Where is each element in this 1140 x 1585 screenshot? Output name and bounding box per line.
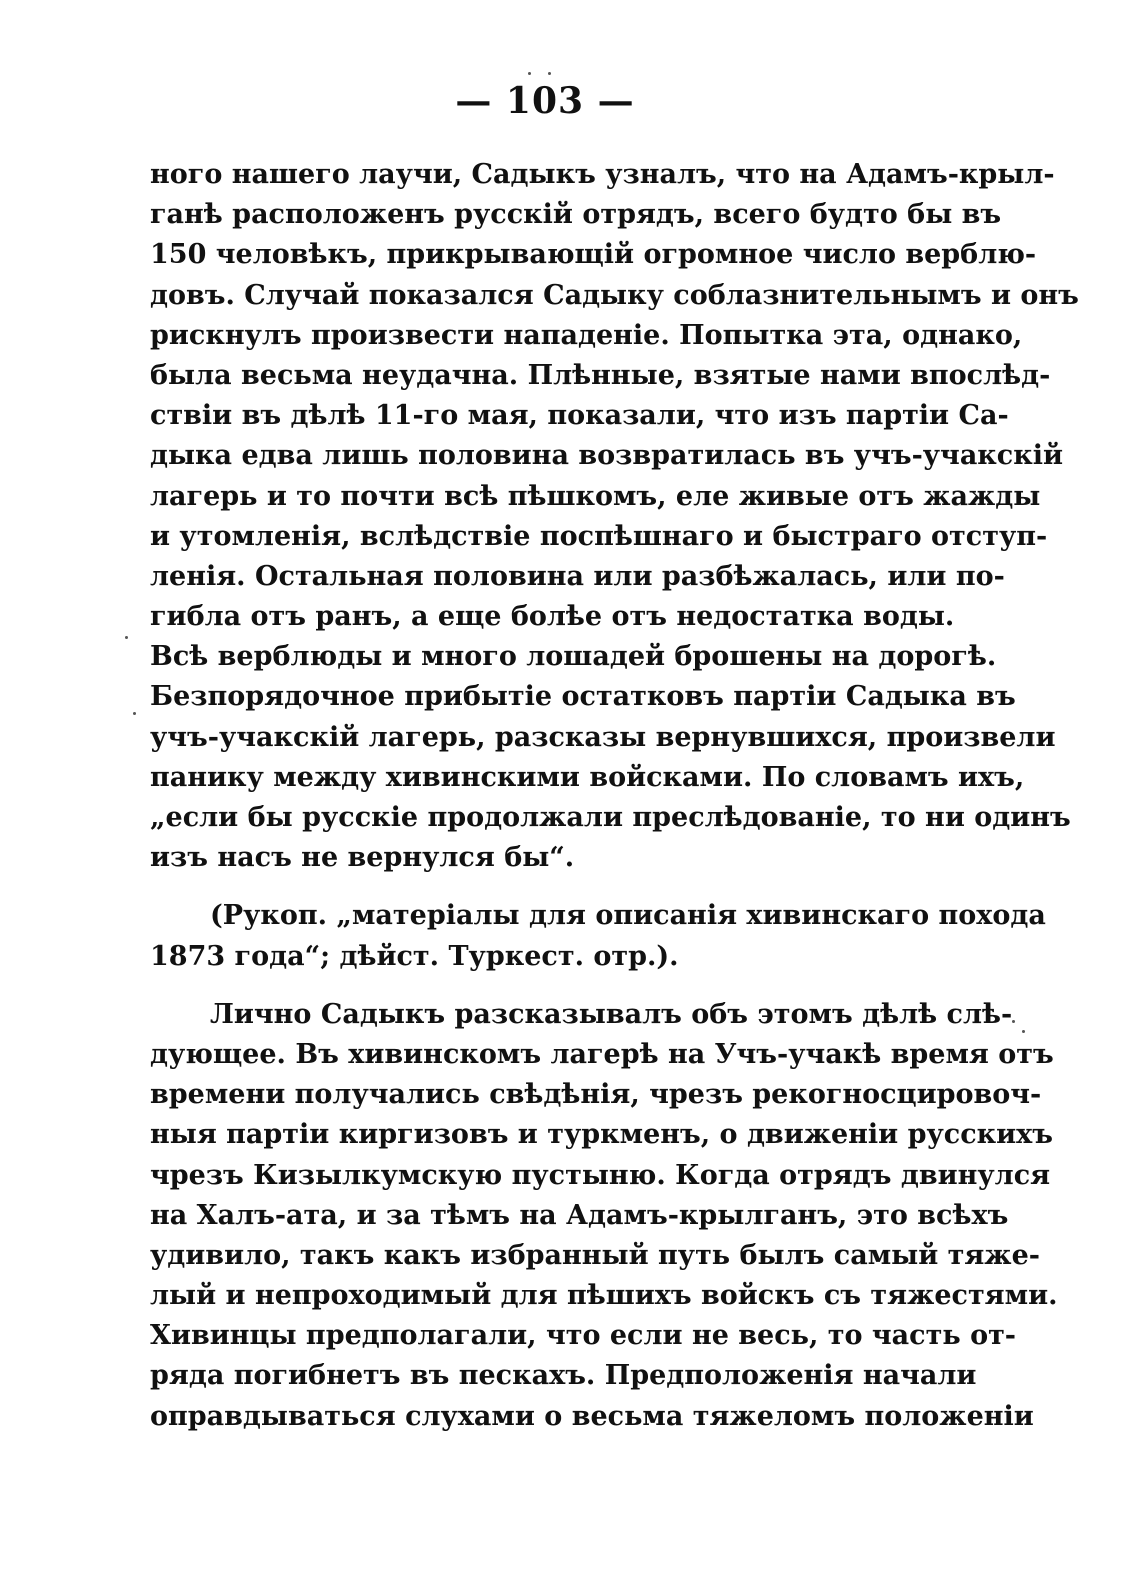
text-line: Безпорядочное прибытіе остатковъ партіи Садыка въ — [150, 681, 1016, 713]
text-line: „если бы русскіе продолжали преслѣдованіе, то ни одинъ — [150, 802, 1071, 833]
text-line: дующее. Въ хивинскомъ лагерѣ на Учъ-учакѣ время отъ — [150, 1038, 1054, 1070]
text-line: изъ насъ не вернулся бы“. — [150, 842, 575, 874]
paragraph-3 — [150, 995, 1058, 1437]
text-line: 150 человѣкъ, прикрывающій огромное число верблю- — [150, 239, 1037, 271]
text-line: (Рукоп. „матеріалы для описанія хивинскаго похода — [210, 900, 1046, 932]
text-line: гибла отъ ранъ, а еще болѣе отъ недостатка воды. — [150, 601, 955, 633]
scan-speck — [125, 636, 128, 639]
text-line: чрезъ Кизылкумскую пустыню. Когда отрядъ двинулся — [150, 1159, 1051, 1191]
text-line: удивило, такъ какъ избранный путь былъ самый тяже- — [150, 1239, 1040, 1271]
text-line: рискнулъ произвести нападеніе. Попытка эта, однако, — [150, 319, 1023, 351]
text-line: учъ-учакскій лагерь, разсказы вернувшихся, произвели — [150, 721, 1056, 753]
text-line: 1873 года“; дѣйст. Туркест. отр.). — [150, 940, 679, 972]
paragraph-gap — [150, 977, 935, 995]
paragraph-gap — [150, 878, 935, 896]
text-line: на Халъ-ата, и за тѣмъ на Адамъ-крылганъ, это всѣхъ — [150, 1199, 1009, 1231]
text-line: лый и непроходимый для пѣшихъ войскъ съ тяжестями. — [150, 1280, 1058, 1312]
text-line: лагерь и то почти всѣ пѣшкомъ, еле живые отъ жажды — [150, 480, 1041, 512]
scan-speck — [133, 712, 136, 715]
text-line: ряда погибнетъ въ пескахъ. Предположенія начали — [150, 1360, 977, 1392]
text-line: панику между хивинскими войсками. По словамъ ихъ, — [150, 761, 1025, 793]
page-number: — 103 — — [455, 80, 635, 122]
text-line: и утомленія, вслѣдствіе поспѣшнаго и быстраго отступ- — [150, 520, 1048, 552]
text-line: была весьма неудачна. Плѣнные, взятые нами впослѣд- — [150, 359, 1051, 391]
text-line: довъ. Случай показался Садыку соблазнительнымъ и онъ — [150, 279, 1079, 311]
text-line: ныя партіи киргизовъ и туркменъ, о движеніи русскихъ — [150, 1119, 1053, 1151]
scan-speck — [528, 72, 531, 75]
scan-speck — [1022, 1030, 1025, 1033]
body-text — [150, 155, 1079, 1437]
text-line: дыка едва лишь половина возвратилась въ учъ-учакскій — [150, 440, 1064, 472]
scan-speck — [1012, 1020, 1015, 1023]
text-line: Хивинцы предполагали, что если не весь, то часть от- — [150, 1320, 1017, 1352]
text-line: ного нашего лаучи, Садыкъ узналъ, что на Адамъ-крыл- — [150, 159, 1055, 190]
text-line: Лично Садыкъ разсказывалъ объ этомъ дѣлѣ слѣ- — [210, 998, 1013, 1030]
text-line: ганѣ расположенъ русскій отрядъ, всего будто бы въ — [150, 199, 1002, 231]
text-line: ленія. Остальная половина или разбѣжалась, или по- — [150, 560, 1005, 592]
text-line: Всѣ верблюды и много лошадей брошены на дорогѣ. — [150, 641, 997, 673]
paragraph-1 — [150, 155, 1079, 878]
text-line: ствіи въ дѣлѣ 11-го мая, показали, что изъ партіи Са- — [150, 400, 1009, 432]
text-line: времени получались свѣдѣнія, чрезъ рекогносцировоч- — [150, 1079, 1042, 1111]
scan-speck — [548, 72, 551, 75]
paragraph-2-citation — [150, 896, 1046, 976]
text-line: оправдываться слухами о весьма тяжеломъ положеніи — [150, 1400, 1034, 1432]
